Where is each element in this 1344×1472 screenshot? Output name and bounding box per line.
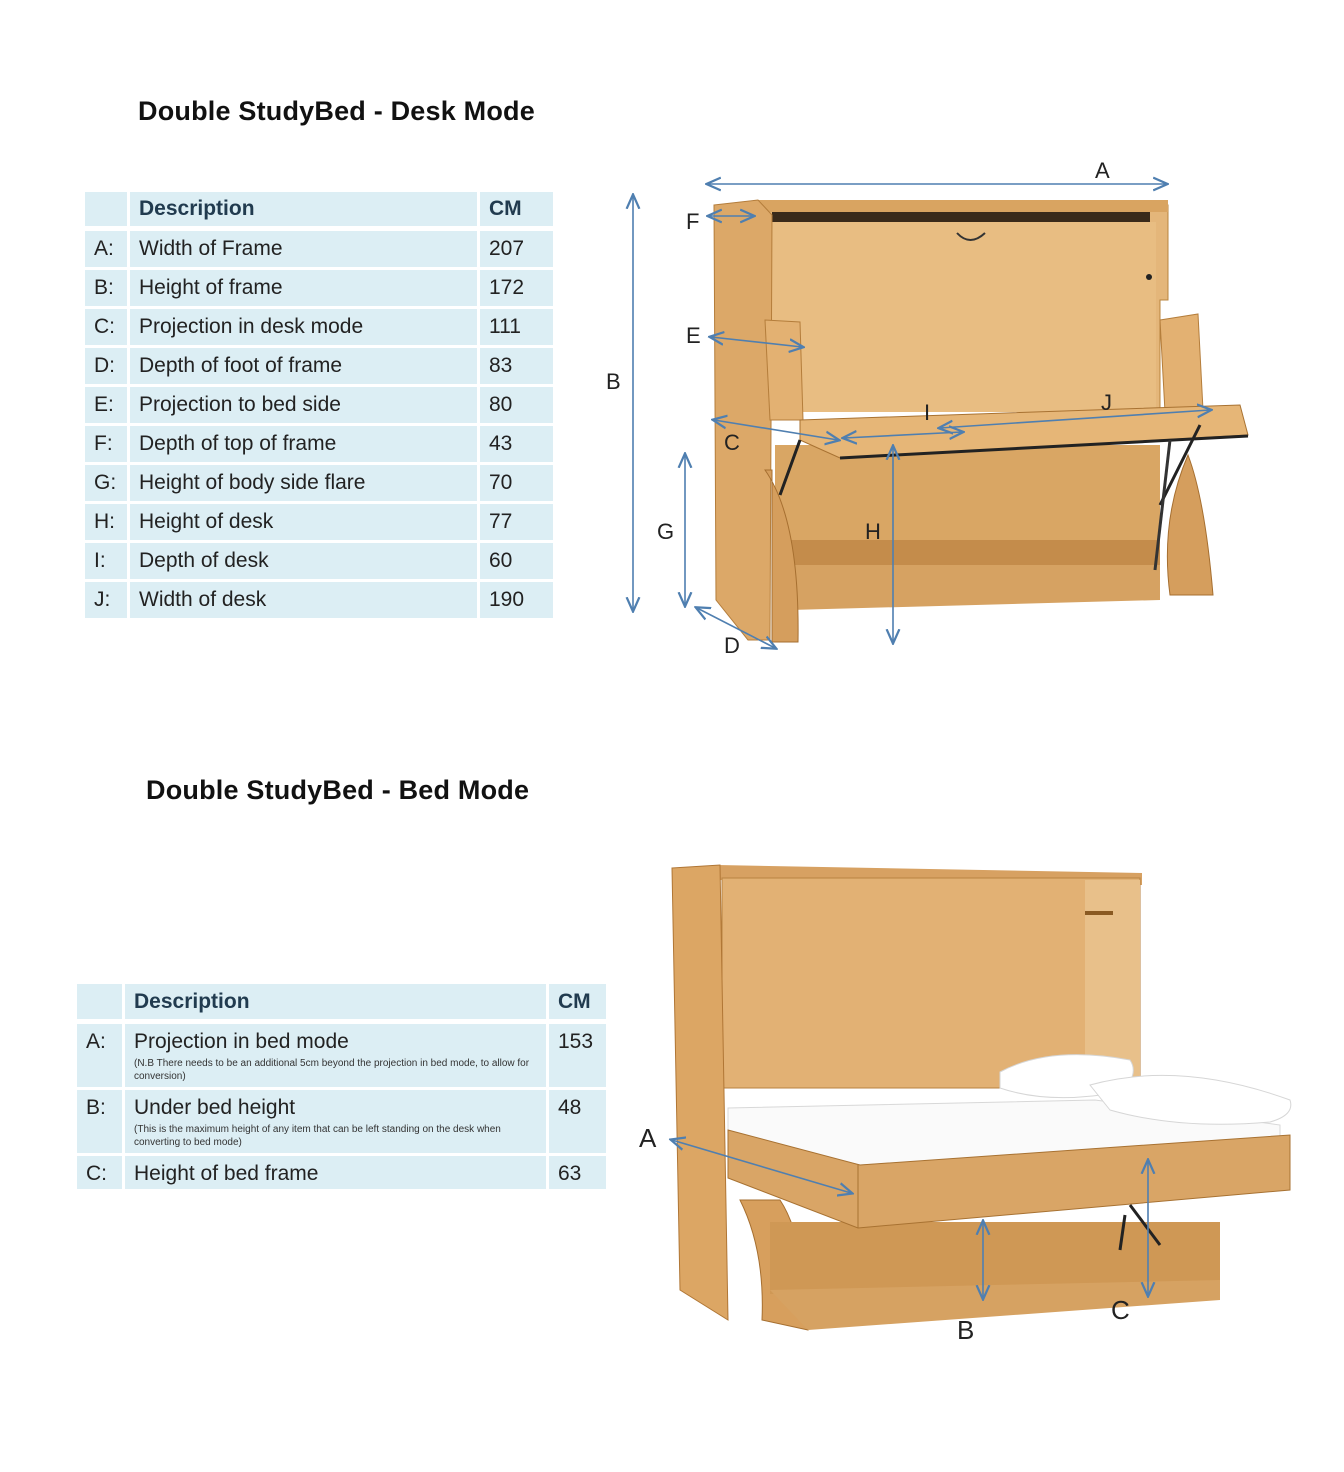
row-description: Projection in bed mode (134, 1030, 349, 1053)
table-row (85, 387, 553, 426)
row-key: H: (85, 504, 130, 543)
row-description-cell (125, 1024, 549, 1090)
bed-mode-diagram (630, 850, 1310, 1350)
header-description: Description (130, 192, 480, 231)
top-rail (755, 200, 1168, 212)
row-description: Width of Frame (130, 231, 480, 270)
row-cm: 48 (549, 1090, 606, 1156)
table-row (77, 1156, 606, 1192)
desk-mode-diagram (590, 150, 1290, 670)
table-row (85, 231, 553, 270)
bottom-base (790, 565, 1160, 610)
row-cm: 80 (480, 387, 553, 426)
row-description: Projection in desk mode (130, 309, 480, 348)
knob-icon (1146, 274, 1152, 280)
row-cm: 60 (480, 543, 553, 582)
row-cm: 172 (480, 270, 553, 309)
row-cm: 190 (480, 582, 553, 621)
row-description: Depth of top of frame (130, 426, 480, 465)
row-key: C: (77, 1156, 125, 1192)
left-flare (765, 320, 803, 420)
dim-label-f: F (686, 209, 700, 234)
header-key-cell (85, 192, 130, 231)
row-cm: 43 (480, 426, 553, 465)
row-key: B: (85, 270, 130, 309)
header-cm: CM (549, 984, 606, 1024)
row-description: Under bed height (134, 1096, 296, 1119)
bed-dim-label-a: A (639, 1123, 657, 1153)
dim-label-g: G (657, 519, 675, 544)
dim-label-b: B (606, 369, 621, 394)
row-cm: 153 (549, 1024, 606, 1090)
row-key: J: (85, 582, 130, 621)
row-description: Projection to bed side (130, 387, 480, 426)
bed-mode-spec-table (77, 984, 606, 1192)
bed-mode-title: Double StudyBed - Bed Mode (146, 775, 530, 805)
left-side-panel (714, 200, 772, 640)
dim-label-i: I (924, 400, 931, 425)
desk-mode-title: Double StudyBed - Desk Mode (138, 96, 535, 126)
row-key: F: (85, 426, 130, 465)
table-row (85, 543, 553, 582)
table-row (85, 426, 553, 465)
row-cm: 207 (480, 231, 553, 270)
dim-label-d: D (724, 633, 740, 658)
header-description: Description (125, 984, 549, 1024)
table-row (85, 270, 553, 309)
lower-panel (775, 445, 1160, 545)
dim-label-h: H (865, 519, 881, 544)
dim-label-j: J (1101, 390, 1112, 415)
row-key: B: (77, 1090, 125, 1156)
row-cm: 111 (480, 309, 553, 348)
row-key: I: (85, 543, 130, 582)
table-row (85, 582, 553, 621)
table-header-row (85, 192, 553, 231)
dim-label-a: A (1095, 158, 1110, 183)
dim-label-e: E (686, 323, 701, 348)
row-key: D: (85, 348, 130, 387)
row-description: Height of body side flare (130, 465, 480, 504)
row-description: Width of desk (130, 582, 480, 621)
table-row (77, 1024, 606, 1090)
row-description: Depth of foot of frame (130, 348, 480, 387)
row-description: Depth of desk (130, 543, 480, 582)
row-description: Height of desk (130, 504, 480, 543)
row-key: E: (85, 387, 130, 426)
desk-mode-spec-table (85, 192, 553, 621)
table-row (85, 465, 553, 504)
table-row (85, 504, 553, 543)
row-key: G: (85, 465, 130, 504)
row-cm: 83 (480, 348, 553, 387)
row-description-cell (125, 1156, 549, 1192)
table-header-row (77, 984, 606, 1024)
table-row (85, 348, 553, 387)
bed-left-side (672, 865, 728, 1320)
header-cm: CM (480, 192, 553, 231)
bed-dim-label-b: B (957, 1315, 975, 1345)
row-description: Height of bed frame (134, 1162, 319, 1185)
row-description-cell (125, 1090, 549, 1156)
bed-back-right (1085, 880, 1140, 1080)
table-row (85, 309, 553, 348)
right-flare (1160, 314, 1203, 412)
row-description: Height of frame (130, 270, 480, 309)
row-note: (This is the maximum height of any item that can be left standing on the desk when converting to bed mode) (134, 1124, 501, 1148)
row-cm: 63 (549, 1156, 606, 1192)
dim-label-c: C (724, 430, 740, 455)
row-note: (N.B There needs to be an additional 5cm beyond the projection in bed mode, to allow for conversion) (134, 1058, 530, 1082)
bed-dim-label-c: C (1111, 1295, 1130, 1325)
table-row (77, 1090, 606, 1156)
row-key: A: (77, 1024, 125, 1090)
lower-shelf (780, 540, 1160, 568)
row-cm: 77 (480, 504, 553, 543)
row-key: C: (85, 309, 130, 348)
upper-panel (772, 222, 1156, 412)
row-cm: 70 (480, 465, 553, 504)
row-key: A: (85, 231, 130, 270)
header-key-cell (77, 984, 125, 1024)
